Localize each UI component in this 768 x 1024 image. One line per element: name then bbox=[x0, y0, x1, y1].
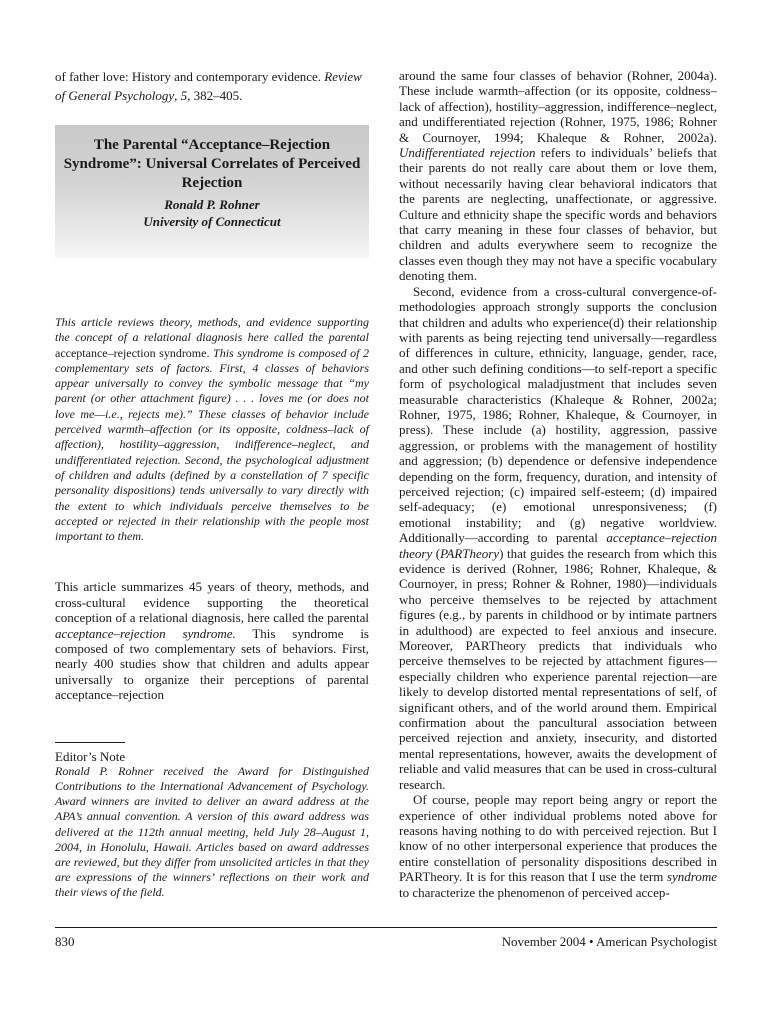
paragraph-2-paren: ( bbox=[432, 545, 441, 561]
paragraph-2-term: acceptance–rejection theory bbox=[399, 530, 717, 561]
abstract bbox=[55, 315, 369, 544]
paragraph-3-term: syndrome bbox=[666, 869, 717, 885]
editors-note-rule bbox=[55, 742, 125, 743]
paragraph-2-abbr: PARTheory bbox=[440, 545, 500, 561]
reference-journal: Review of General Psychology bbox=[55, 69, 362, 103]
abstract-text-2: This syndrome is composed of 2 complementary sets of factors. First, 4 classes of behaviors appear universally to convey the symbolic message that “my parent (or other attachment figure) . . . loves me (or does not love me—i.e., rejects me).” These classes of behavior include perceived warmth–affection (or its opposite, coldness–lack of affection), hostility–aggression, indifference–neglect, and undifferentiated rejection. Second, the psychological adjustment of children and adults (defined by a constellation of 7 specific personality dispositions) tends universally to vary directly with the extent to which individuals perceive themselves to be accepted or rejected in their relationship with the people most important to them. bbox=[55, 345, 370, 544]
paragraph-2-text-1: Second, evidence from a cross-cultural convergence-of-methodologies approach strongly supports the conclusion that children and adults who experience(d) their relationship with parents as being rejecting tend universally—regardless of differences in culture, ethnicity, language, gender, race, and other such defining conditions—to self-report a specific form of psychological maladjustment that includes seven measurable characteristics (Khaleque & Rohner, 2002a; Rohner, 1975, 1986; Rohner, Khaleque, & Cournoyer, in press). These include (a) hostility, aggression, passive aggression, or problems with the management of hostility and aggression; (b) dependence or defensive independence depending on the form, frequency, duration, and intensity of perceived rejection; (c) impaired self-esteem; (d) impaired self-adequacy; (e) emotional unresponsiveness; (f) emotional instability; and (g) negative worldview. Additionally—according to parental bbox=[399, 283, 717, 546]
editors-note-heading: Editor’s Note bbox=[55, 748, 126, 764]
right-column bbox=[399, 68, 717, 900]
left-column bbox=[55, 68, 369, 901]
paragraph-3-text-1: Of course, people may report being angry or report the experience of other individual problems noted above for reasons having nothing to do with perceived rejection. But I know of no other interpersonal experience that produces the entire constellation of personality dispositions described in PARTheory. It is for this reason that I use the term bbox=[399, 792, 717, 885]
paragraph-1-term: Undifferentiated rejection bbox=[399, 145, 536, 161]
reference-pages: , 382–405. bbox=[187, 87, 243, 103]
body-paragraph-3 bbox=[399, 792, 717, 900]
reference-continuation bbox=[55, 68, 369, 105]
body-paragraph-1 bbox=[399, 68, 717, 284]
abstract-term: acceptance–rejection syndrome. bbox=[55, 345, 210, 360]
reference-volume: 5 bbox=[180, 87, 188, 103]
reference-separator: , bbox=[174, 87, 181, 103]
reference-text: of father love: History and contemporary evidence. bbox=[55, 69, 325, 84]
abstract-text-1: This article reviews theory, methods, and evidence supporting the concept of a relational diagnosis here called the parental bbox=[55, 315, 369, 345]
body-paragraph-2 bbox=[399, 284, 717, 792]
intro-text-1: This article summarizes 45 years of theory, methods, and cross-cultural evidence supporting the theoretical conception of a relational diagnosis, here called the parental bbox=[55, 579, 369, 626]
paragraph-2-text-2: ) that guides the research from which this evidence is derived (Rohner, 1986; Rohner, Khaleque, & Cournoyer, in press; Rohner & Rohner, 1980)—individuals who perceive themselves to be rejected by attachment figures (e.g., by parents in childhood or by intimate partners in adulthood) are expected to feel anxious and insecure. Moreover, PARTheory predicts that individuals who perceive themselves to be rejected by attachment figures—especially children who experience parental rejection—are likely to develop distorted mental representations of self, of significant others, and of the world around them. Empirical confirmation about the pancultural association between perceived rejection and anxiety, insecurity, and distorted mental representations, however, awaits the development of reliable and valid measures that can be used in cross-cultural research. bbox=[399, 545, 717, 792]
author-affiliation: University of Connecticut bbox=[143, 214, 281, 229]
paragraph-1-text-2: refers to individuals’ beliefs that their parents do not really care about them or love them, without necessarily having clear behavioral indicators that the parents are neglecting, unaffectionate, or aggressive. Culture and ethnicity shape the specific words and behaviors that carry meaning in these four classes of behavior, but children and adults everywhere seem to recognize the classes even though they may not have a specific vocabulary denoting them. bbox=[399, 145, 718, 284]
paragraph-3-text-2: to characterize the phenomenon of perceived accep- bbox=[399, 884, 670, 900]
page-number: 830 bbox=[55, 934, 75, 949]
author-name: Ronald P. Rohner bbox=[164, 197, 260, 212]
article-title: The Parental “Acceptance–Rejection Syndrome”: Universal Correlates of Perceived Rejection bbox=[63, 137, 361, 191]
footer-rule bbox=[55, 927, 717, 928]
intro-term: acceptance–rejection syndrome. bbox=[55, 625, 236, 641]
title-box bbox=[55, 125, 369, 258]
intro-text-2: This syndrome is composed of two complementary sets of behaviors. First, nearly 400 studies show that children and adults appear universally to organize their perceptions of parental acceptance–rejection bbox=[55, 625, 369, 703]
intro-paragraph bbox=[55, 579, 369, 702]
paragraph-1-text-1: around the same four classes of behavior (Rohner, 2004a). These include warmth–affection (or its opposite, coldness–lack of affection), hostility–aggression, indifference–neglect, and undifferentiated rejection (Rohner, 1975, 1986; Rohner & Cournoyer, 1994; Khaleque & Rohner, 2002a). bbox=[399, 68, 717, 145]
editors-note-body: Ronald P. Rohner received the Award for Distinguished Contributions to the International Advancement of Psychology. Award winners are invited to deliver an award address at the APA’s annual convention. A version of this award address was delivered at the 112th annual meeting, held July 28–August 1, 2004, in Honolulu, Hawaii. Articles based on award addresses are reviewed, but they differ from unsolicited articles in that they are expressions of the winners’ reflections on their work and their views of the field. bbox=[55, 763, 369, 900]
journal-footer: November 2004 • American Psychologist bbox=[501, 934, 717, 949]
